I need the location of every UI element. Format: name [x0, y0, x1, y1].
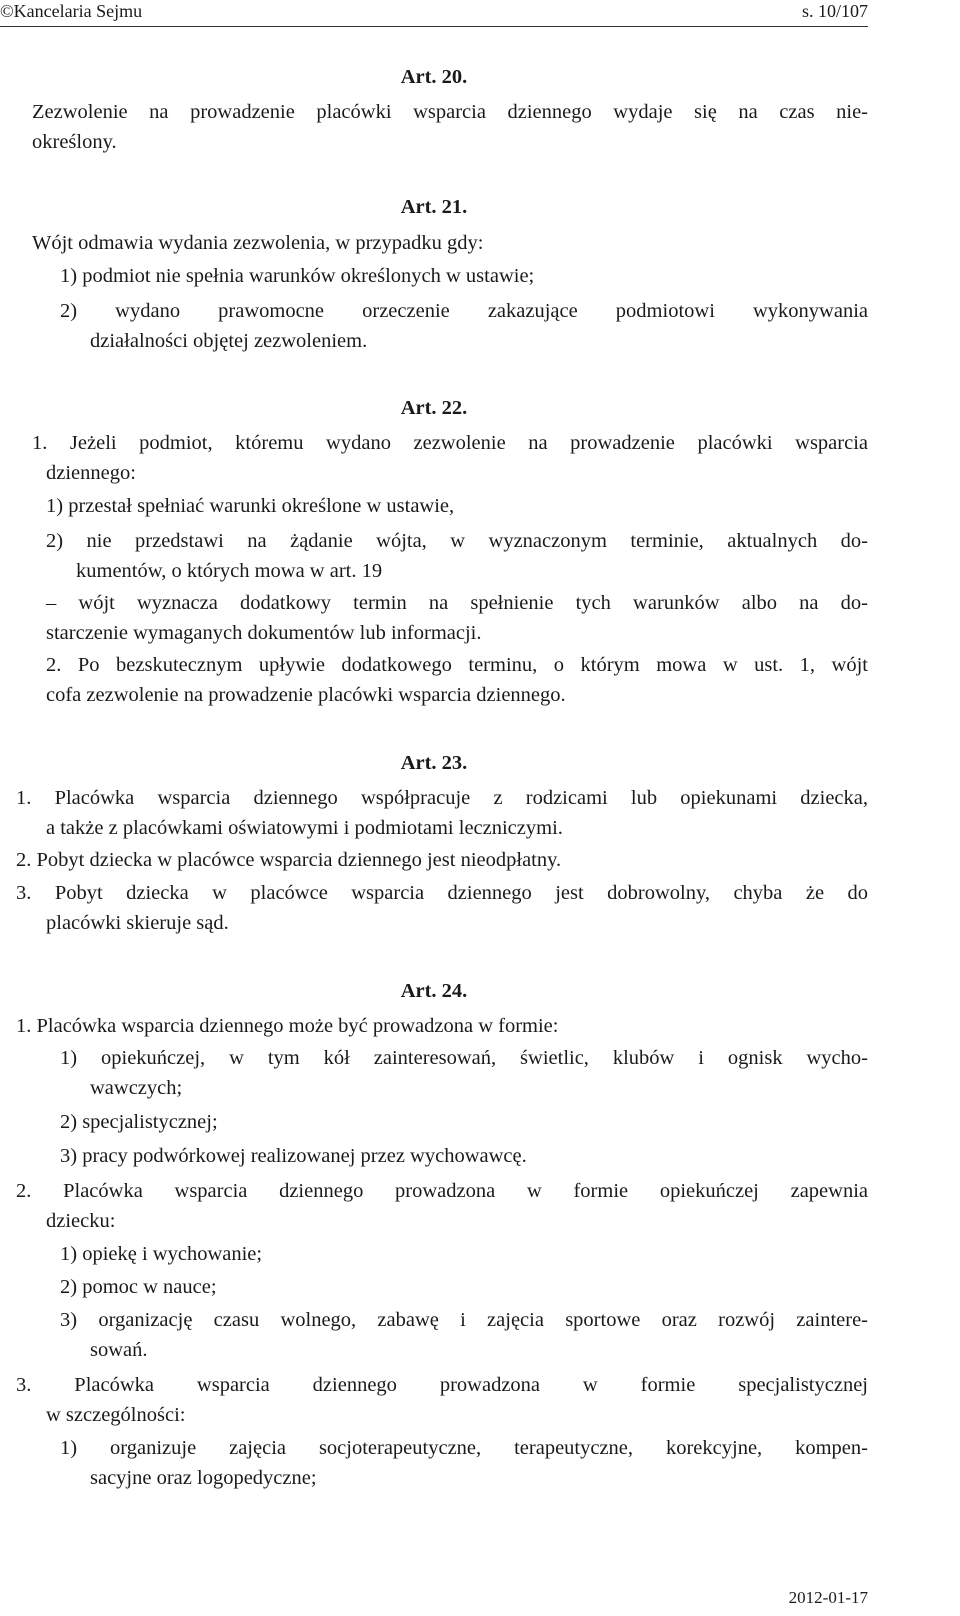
text-line: 2) wydano prawomocne orzeczenie zakazujące podmiotowi wykonywania: [60, 300, 868, 322]
text-line: a także z placówkami oświatowymi i podmiotami leczniczymi.: [46, 817, 563, 839]
text-line: dziennego:: [46, 462, 136, 484]
article-24-ust-3: [16, 1370, 868, 1430]
article-22-ust-2: [46, 650, 868, 710]
text-line: 1. Jeżeli podmiot, któremu wydano zezwolenie na prowadzenie placówki wsparcia: [32, 432, 868, 454]
article-22-tail: [46, 588, 868, 648]
text-line: 3) organizację czasu wolnego, zabawę i zajęcia sportowe oraz rozwój zaintere-: [60, 1309, 868, 1331]
text-line: działalności objętej zezwoleniem.: [90, 330, 368, 352]
article-24-ust-3-point-1: [60, 1433, 868, 1493]
article-23-title: Art. 23.: [400, 752, 468, 774]
article-21-title: Art. 21.: [400, 196, 468, 218]
article-24-ust-1-point-2: 2) specjalistycznej;: [60, 1111, 218, 1133]
article-22-ust-1: [32, 428, 868, 488]
text-line: 3. Pobyt dziecka w placówce wsparcia dziennego jest dobrowolny, chyba że do: [16, 882, 868, 904]
article-22-point-2: [46, 526, 868, 586]
text-line: 2) nie przedstawi na żądanie wójta, w wyznaczonym terminie, aktualnych do-: [46, 530, 868, 552]
text-line: w szczególności:: [46, 1404, 186, 1426]
article-23-ust-1: [16, 783, 868, 843]
text-line: 3. Placówka wsparcia dziennego prowadzona w formie specjalistycznej: [16, 1374, 868, 1396]
footer-date: 2012-01-17: [788, 1588, 868, 1607]
article-20-text: [32, 97, 868, 157]
text-line: placówki skieruje sąd.: [46, 912, 229, 934]
text-line: 1. Placówka wsparcia dziennego współpracuje z rodzicami lub opiekunami dziecka,: [16, 787, 868, 809]
page-header: [0, 0, 868, 27]
text-line: sowań.: [90, 1339, 148, 1361]
article-24-ust-2: [16, 1176, 868, 1236]
text-line: 2. Placówka wsparcia dziennego prowadzona w formie opiekuńczej zapewnia: [16, 1180, 868, 1202]
text-line: sacyjne oraz logopedyczne;: [90, 1467, 317, 1489]
page-number: s. 10/107: [801, 1, 868, 21]
article-22-title: Art. 22.: [400, 397, 468, 419]
article-24-ust-2-point-3: [60, 1305, 868, 1365]
text-line: cofa zezwolenie na prowadzenie placówki wsparcia dziennego.: [46, 684, 566, 706]
text-line: 2. Po bezskutecznym upływie dodatkowego terminu, o którym mowa w ust. 1, wójt: [46, 654, 868, 676]
text-line: Zezwolenie na prowadzenie placówki wsparcia dziennego wydaje się na czas nie-: [32, 101, 868, 123]
text-line: kumentów, o których mowa w art. 19: [76, 560, 383, 582]
article-24-ust-2-point-2: 2) pomoc w nauce;: [60, 1276, 217, 1298]
article-24-ust-2-point-1: 1) opiekę i wychowanie;: [60, 1243, 263, 1265]
text-line: – wójt wyznacza dodatkowy termin na spełnienie tych warunków albo na do-: [46, 592, 868, 614]
article-23-ust-3: [16, 878, 868, 938]
article-22-point-1: 1) przestał spełniać warunki określone w ustawie,: [46, 495, 455, 517]
article-21-point-1: 1) podmiot nie spełnia warunków określonych w ustawie;: [60, 265, 535, 287]
article-21-intro: Wójt odmawia wydania zezwolenia, w przypadku gdy:: [32, 232, 484, 254]
text-line: określony.: [32, 131, 117, 153]
article-24-ust-1: 1. Placówka wsparcia dziennego może być prowadzona w formie:: [16, 1015, 559, 1037]
article-24-title: Art. 24.: [400, 980, 468, 1002]
text-line: 1) opiekuńczej, w tym kół zainteresowań, świetlic, klubów i ognisk wycho-: [60, 1047, 868, 1069]
text-line: dziecku:: [46, 1210, 116, 1232]
article-21-point-2: [60, 296, 868, 356]
article-20-title: Art. 20.: [400, 66, 468, 88]
article-24-ust-1-point-1: [60, 1043, 868, 1103]
text-line: wawczych;: [90, 1077, 183, 1099]
text-line: 1) organizuje zajęcia socjoterapeutyczne, terapeutyczne, korekcyjne, kompen-: [60, 1437, 868, 1459]
source-label: ©Kancelaria Sejmu: [0, 1, 143, 21]
text-line: starczenie wymaganych dokumentów lub informacji.: [46, 622, 482, 644]
article-24-ust-1-point-3: 3) pracy podwórkowej realizowanej przez wychowawcę.: [60, 1145, 527, 1167]
article-23-ust-2: 2. Pobyt dziecka w placówce wsparcia dziennego jest nieodpłatny.: [16, 849, 562, 871]
